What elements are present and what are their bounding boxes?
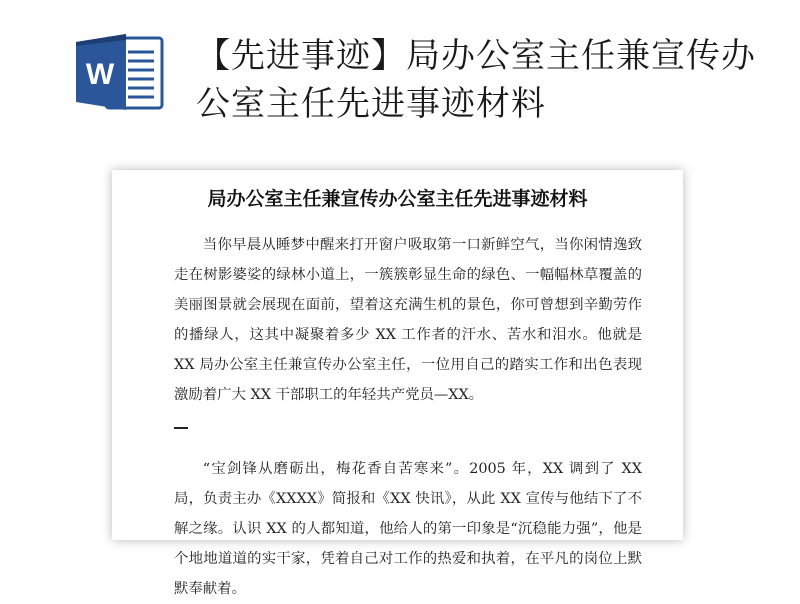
paragraph: 当你早晨从睡梦中醒来打开窗户吸取第一口新鲜空气，当你闲情逸致走在树影婆娑的绿林小道上，一簇簇彰显生命的绿色、一幅幅林草覆盖的美丽图景就会展现在面前，望着这充满生机的景色，你可曾想到辛勤劳作的播绿人，这其中凝聚着多少 XX 工作者的汗水、苦水和泪水。他就是 XX 局办公室主任兼宣传办公室主任，一位用自己的踏实工作和出色表现激励着广大 XX 干部职工的年轻共产党员—XX。 [174, 237, 642, 403]
header [0, 0, 800, 150]
document-page [112, 170, 683, 597]
document-title: 局办公室主任兼宣传办公室主任先进事迹材料 [207, 188, 588, 210]
word-document-icon [76, 32, 164, 112]
divider [174, 427, 188, 429]
page-title: 【先进事迹】局办公室主任兼宣传办公室主任先进事迹材料 [196, 36, 756, 124]
word-logo-letter: W [85, 58, 115, 91]
paragraph: “宝剑锋从磨砺出，梅花香自苦寒来”。2005 年，XX 调到了 XX 局，负责主办《XXXX》简报和《XX 快讯》，从此 XX 宣传与他结下了不解之缘。认识 XX 的人都知道，他给人的第一印象是“沉稳能力强”，他是个地地道道的实干家，凭着自己对工作的热爱和执着，在平凡的岗位上默默奉献着。 [174, 461, 642, 597]
